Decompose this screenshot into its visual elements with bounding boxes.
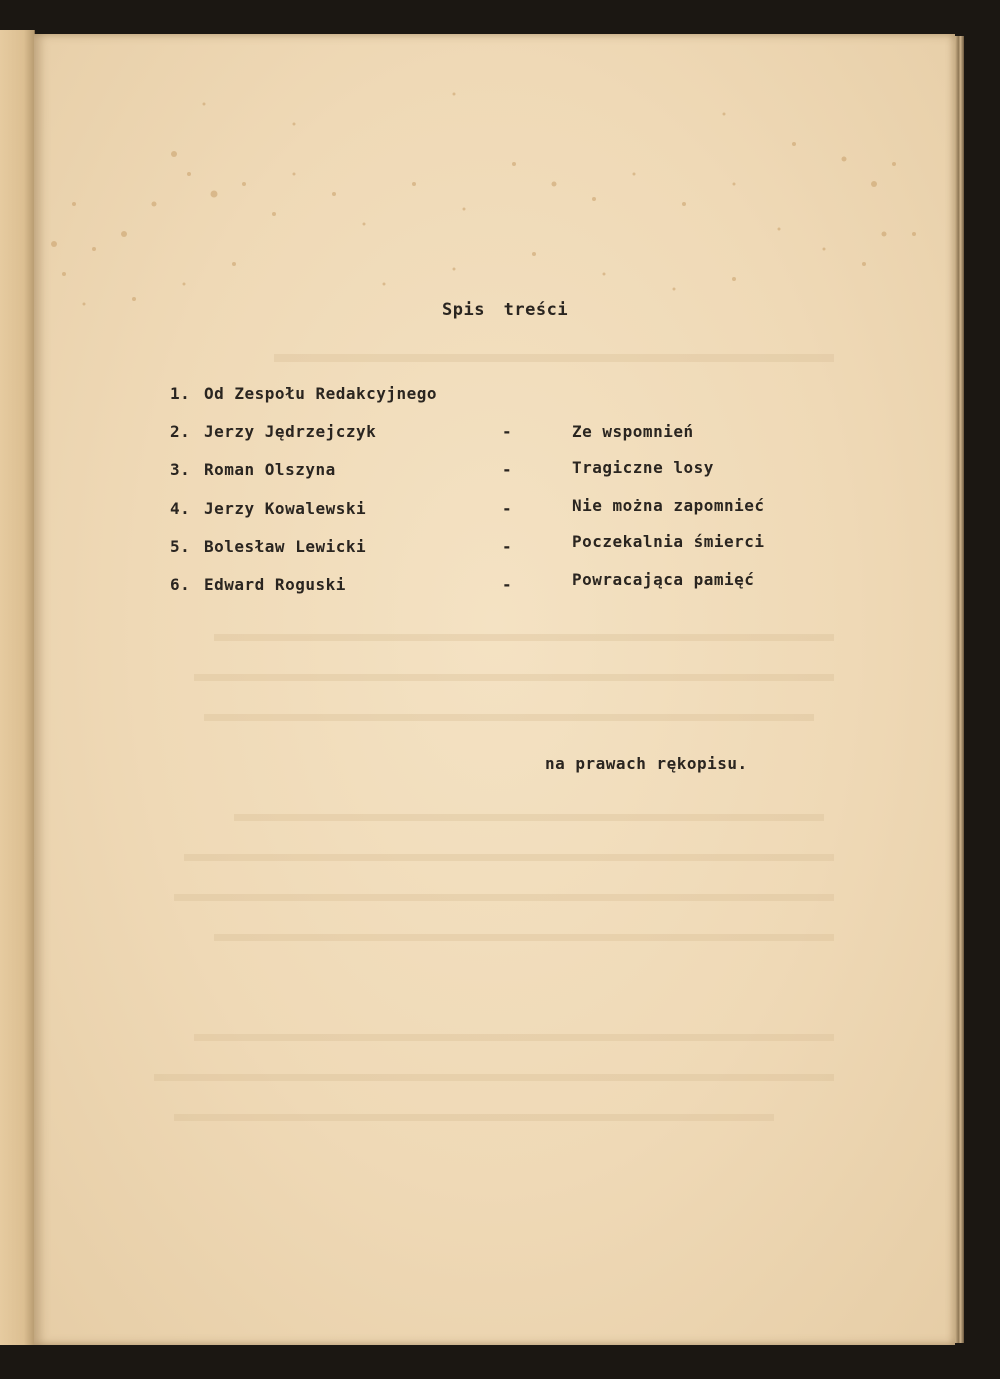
toc-author: Edward Roguski (204, 575, 346, 594)
toc-number: 5. (170, 537, 191, 556)
toc-number: 4. (170, 499, 191, 518)
page-stack-edge (955, 36, 964, 1343)
toc-work: Poczekalnia śmierci (572, 532, 765, 551)
toc-dash: - (502, 499, 513, 518)
toc-number: 6. (170, 575, 191, 594)
document-page (34, 34, 955, 1345)
facing-page-edge (0, 30, 35, 1345)
toc-work: Powracająca pamięć (572, 570, 755, 589)
toc-number: 3. (170, 460, 191, 479)
toc-number: 2. (170, 422, 191, 441)
manuscript-rights-note: na prawach rękopisu. (545, 754, 748, 773)
toc-number: 1. (170, 384, 191, 403)
toc-dash: - (502, 460, 513, 479)
toc-work: Tragiczne losy (572, 458, 714, 477)
toc-dash: - (502, 575, 513, 594)
toc-dash: - (502, 537, 513, 556)
toc-author: Roman Olszyna (204, 460, 336, 479)
toc-author: Od Zespołu Redakcyjnego (204, 384, 438, 403)
toc-author: Jerzy Jędrzejczyk (204, 422, 377, 441)
toc-work: Nie można zapomnieć (572, 496, 765, 515)
page-title: Spis treści (442, 300, 569, 320)
toc-author: Bolesław Lewicki (204, 537, 367, 556)
foxing-stains (34, 34, 955, 1345)
toc-dash: - (502, 422, 513, 441)
toc-author: Jerzy Kowalewski (204, 499, 367, 518)
toc-work: Ze wspomnień (572, 422, 694, 441)
